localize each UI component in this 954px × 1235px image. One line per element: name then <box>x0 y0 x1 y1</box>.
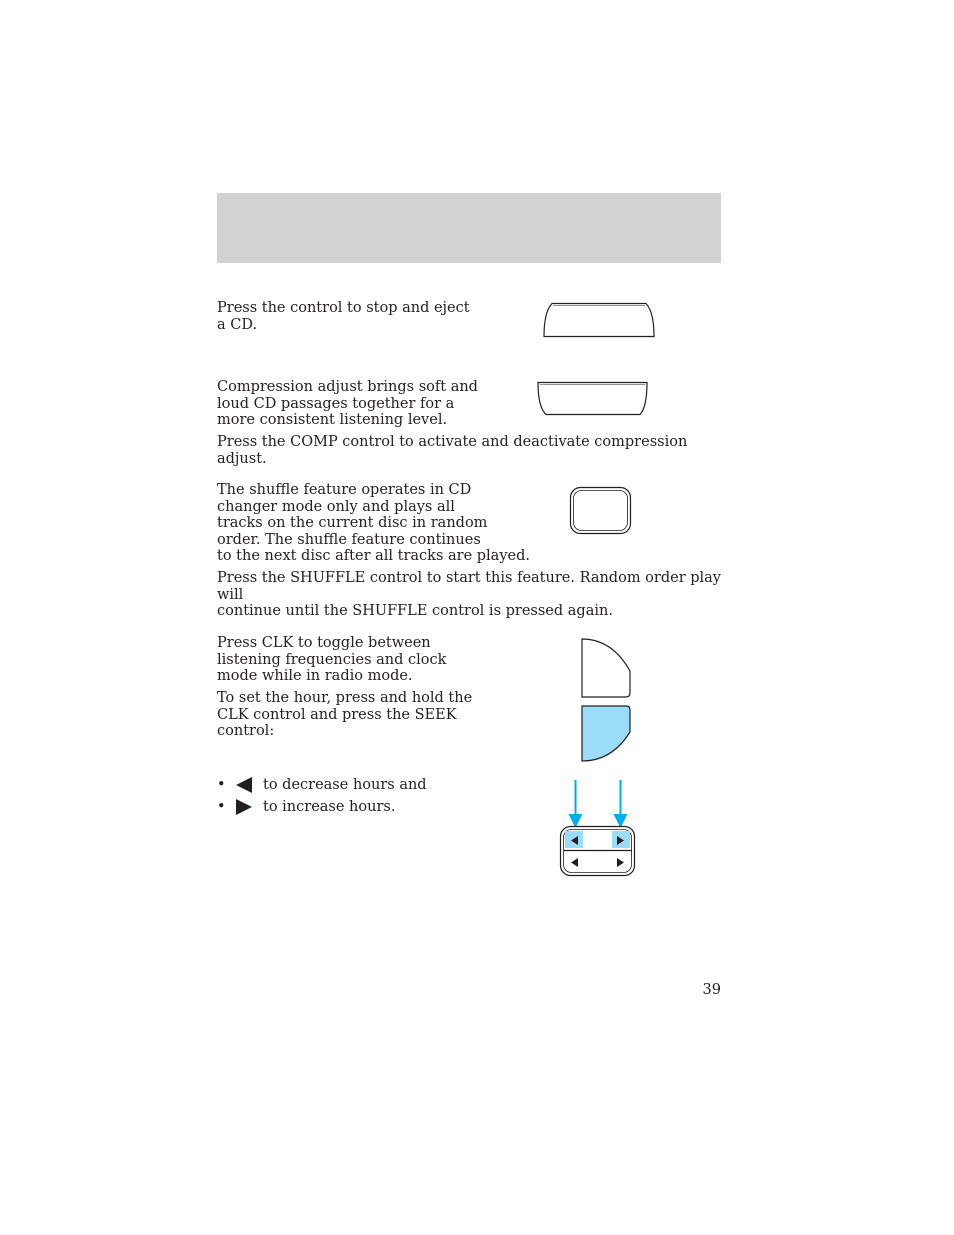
right-triangle-icon <box>235 799 263 815</box>
bullet-marker: • <box>217 776 226 793</box>
eject-description: Press the control to stop and eject a CD. <box>217 300 470 333</box>
shuffle-button-illustration <box>569 486 633 536</box>
bullet-text: to decrease hours and <box>263 776 427 793</box>
clk-button-illustration <box>579 637 633 765</box>
left-triangle-icon <box>235 777 263 793</box>
comp-description: Compression adjust brings soft and loud CD passages together for a more consistent listening level. <box>217 379 478 428</box>
section-header-band <box>217 193 721 263</box>
shuffle-instruction: Press the SHUFFLE control to start this feature. Random order play will continue until the SHUFFLE control is pressed again. <box>217 570 721 619</box>
clk-description: Press CLK to toggle between listening frequencies and clock mode while in radio mode. <box>217 635 447 684</box>
seek-button-illustration <box>557 778 639 880</box>
shuffle-description: The shuffle feature operates in CD changer mode only and plays all tracks on the current disc in random order. The shuffle feature continues to the next disc after all tracks are played. <box>217 482 530 564</box>
bullet-marker: • <box>217 798 226 815</box>
bullet-increase-hours <box>217 798 395 816</box>
page-number: 39 <box>702 982 721 998</box>
comp-instruction: Press the COMP control to activate and deactivate compression adjust. <box>217 434 688 467</box>
bullet-decrease-hours <box>217 776 427 794</box>
comp-button-illustration <box>536 381 650 417</box>
bullet-text: to increase hours. <box>263 798 396 815</box>
clk-set-hour-instruction: To set the hour, press and hold the CLK control and press the SEEK control: <box>217 690 473 739</box>
eject-button-illustration <box>542 302 656 338</box>
